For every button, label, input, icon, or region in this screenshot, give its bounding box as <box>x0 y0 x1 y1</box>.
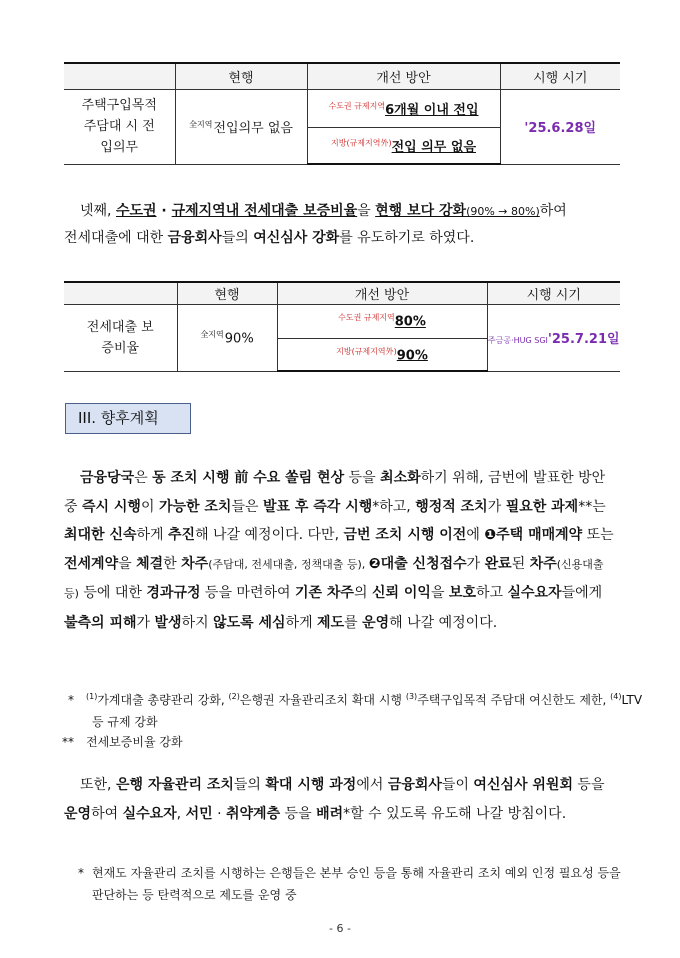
text: · <box>212 805 226 822</box>
text: 들에게 <box>561 585 603 601</box>
text: 들은 <box>231 498 263 515</box>
emphasis: 가능한 조치 <box>158 498 232 515</box>
timing-cell <box>487 304 620 371</box>
current-text: 전입의무 없음 <box>213 121 293 136</box>
improvement-text-1: 6개월 이내 전입 <box>385 102 479 118</box>
text: 의 <box>353 585 372 601</box>
text: 해 나갈 예정이다. <box>389 614 498 631</box>
text: 해 나갈 예정이다. 다만, <box>195 527 344 543</box>
text: *할 수 있도록 유도해 나갈 방침이다. <box>343 805 567 822</box>
text: 전세보증비율 강화 <box>86 735 183 749</box>
emphasis: 보호 <box>448 585 476 601</box>
text: 하게 <box>285 614 318 631</box>
text: 을 <box>430 585 449 601</box>
footnote-immediate-measures <box>68 686 644 733</box>
emphasis: 즉시 시행 <box>81 498 141 515</box>
table-header-timing: 시행 시기 <box>500 63 620 89</box>
text: · <box>156 203 172 219</box>
footnote-mark: * <box>68 693 74 707</box>
text: 된 <box>511 555 530 572</box>
page-number: - 6 - <box>329 922 351 935</box>
emphasis: 동 조치 시행 前 수요 쏠림 현상 <box>152 470 345 486</box>
paragraph-self-regulation <box>64 771 620 828</box>
emphasis: 금융회사 <box>387 777 442 793</box>
text: 한 <box>163 555 182 572</box>
emphasis: 취약계층 <box>226 805 281 822</box>
text: 가 <box>466 555 485 572</box>
text: 등을 마련하여 <box>200 585 295 601</box>
emphasis: 기존 차주 <box>294 585 354 601</box>
text: 하여 <box>91 805 123 822</box>
text: 은행권 자율관리조치 확대 시행 <box>239 693 406 707</box>
emphasis: 불측의 피해 <box>64 614 137 631</box>
emphasis: 현행 보다 강화 <box>375 203 467 219</box>
emphasis: 실수요자 <box>507 585 562 601</box>
text: 이 <box>140 498 159 515</box>
text: , <box>176 805 186 822</box>
section-heading-future-plan: III. 향후계획 <box>65 403 191 434</box>
text: 을 <box>357 203 376 219</box>
text: 를 유도하기로 하였다. <box>339 230 475 246</box>
emphasis: 발생 <box>154 614 182 631</box>
text: 를 <box>344 614 363 631</box>
text: 하게 <box>136 527 168 543</box>
emphasis: ❶주택 매매계약 <box>484 527 583 543</box>
row-label: 전세대출 보증비율 <box>64 304 177 371</box>
text: 하고 <box>475 585 508 601</box>
improvement-region-2: 지방(규제지역外) <box>336 346 397 356</box>
table-header-improvement: 개선 방안 <box>307 63 500 89</box>
text: 등을 <box>280 805 317 822</box>
emphasis: 추진 <box>168 527 196 543</box>
timing-cell <box>500 89 620 164</box>
text: 에 <box>466 527 485 543</box>
text: 등에 대한 <box>78 585 147 601</box>
text: 들의 <box>221 230 254 246</box>
improvement-region-2: 지방(규제지역外) <box>330 138 392 148</box>
footnote-num: (1) <box>86 692 98 701</box>
text: 가 <box>487 498 506 515</box>
emphasis: 경과규정 <box>146 585 201 601</box>
text: 또한, <box>80 777 116 793</box>
text: 하여 전세대출에 대한 <box>64 203 567 246</box>
text: (신용대출 등) <box>64 557 604 600</box>
current-cell <box>177 304 277 371</box>
improvement-cell-1 <box>277 304 487 338</box>
improvement-text-2: 전입 의무 없음 <box>391 139 477 155</box>
emphasis: 금융회사 <box>167 230 222 246</box>
table-header-current: 현행 <box>175 63 307 89</box>
emphasis: 서민 <box>185 805 213 822</box>
footnote-bank-exceptions <box>78 862 634 906</box>
text: 을 <box>118 555 137 572</box>
paragraph-fourth <box>64 198 620 251</box>
emphasis: 여신심사 위원회 <box>473 777 573 793</box>
emphasis: 여신심사 강화 <box>253 230 340 246</box>
emphasis: 금융당국 <box>80 470 135 486</box>
text: LTV 등 규제 강화 <box>92 693 643 729</box>
emphasis: 제도 <box>317 614 345 631</box>
table-header-timing: 시행 시기 <box>487 282 620 304</box>
footnote-num: (2) <box>228 692 240 701</box>
text: 주택구입목적 주담대 여신한도 제한, <box>417 693 611 707</box>
emphasis: 체결 <box>136 555 164 572</box>
text: 가계대출 총량관리 강화, <box>97 693 229 707</box>
timing-agencies: 주금공·HUG SGI <box>487 336 548 345</box>
current-text: 90% <box>224 331 254 347</box>
text: **는 <box>578 498 606 515</box>
text: 에서 <box>356 777 388 793</box>
table-header-empty <box>64 63 175 89</box>
table-guarantee-ratio <box>64 281 620 372</box>
emphasis: 전세계약 <box>64 555 119 572</box>
ratio-change: (90% → 80%) <box>466 205 540 218</box>
text: 은 <box>134 470 153 486</box>
text: 들의 <box>233 777 266 793</box>
row-label: 주택구입목적 주담대 시 전입의무 <box>64 89 175 164</box>
emphasis: 행정적 조치 <box>415 498 488 515</box>
text: 등을 <box>344 470 381 486</box>
emphasis: 신뢰 이익 <box>371 585 431 601</box>
text: 들이 <box>441 777 474 793</box>
improvement-cell-2 <box>277 338 487 371</box>
emphasis: 최소화 <box>380 470 421 486</box>
text: 현재도 자율관리 조치를 시행하는 은행들은 본부 승인 등을 통해 자율관리 조치 예외 인정 필요성 등을 판단하는 등 탄력적으로 제도를 운영 중 <box>92 866 621 902</box>
emphasis: 운영 <box>64 805 92 822</box>
text: 하기 위해, 금번에 발표한 방안 중 <box>64 470 606 515</box>
text: 등을 <box>572 777 605 793</box>
emphasis: 완료 <box>484 555 512 572</box>
timing-date: '25.7.21일 <box>547 332 620 347</box>
table-header-improvement: 개선 방안 <box>277 282 487 304</box>
improvement-text-1: 80% <box>394 314 426 330</box>
emphasis: ❷대출 신청접수 <box>368 555 467 572</box>
improvement-text-2: 90% <box>396 347 428 363</box>
improvement-region-1: 수도권 규제지역 <box>338 313 395 323</box>
emphasis: 차주 <box>529 555 557 572</box>
table-residency-obligation <box>64 62 620 165</box>
emphasis: 규제지역내 전세대출 보증비율 <box>171 203 358 219</box>
improvement-region-1: 수도권 규제지역 <box>328 101 386 111</box>
footnote-num: (3) <box>405 692 418 701</box>
improvement-cell-1 <box>307 89 500 127</box>
emphasis: 않도록 세심 <box>213 614 286 631</box>
emphasis: 필요한 과제 <box>505 498 579 515</box>
emphasis: 은행 자율관리 조치 <box>115 777 234 793</box>
current-cell <box>175 89 307 164</box>
text: 하지 <box>181 614 214 631</box>
text: (주담대, 전세대출, 정책대출 등), <box>208 557 369 571</box>
emphasis: 금번 조치 시행 이전 <box>343 527 467 543</box>
paragraph-future-plan <box>64 464 620 637</box>
current-region-prefix: 全지역 <box>189 119 213 129</box>
footnote-mark: * <box>78 866 84 880</box>
emphasis: 수도권 <box>115 203 157 219</box>
emphasis: 실수요자 <box>122 805 177 822</box>
text: 또는 <box>582 527 614 543</box>
footnote-admin-measures <box>62 732 618 752</box>
text: *하고, <box>372 498 416 515</box>
emphasis: 발표 후 즉각 시행 <box>262 498 373 515</box>
timing-date: '25.6.28일 <box>524 121 597 136</box>
text: 가 <box>136 614 155 631</box>
emphasis: 최대한 신속 <box>64 527 137 543</box>
footnote-mark: ** <box>62 735 74 749</box>
footnote-num: (4) <box>610 692 622 701</box>
emphasis: 배려 <box>316 805 344 822</box>
improvement-cell-2 <box>307 127 500 164</box>
current-region-prefix: 全지역 <box>200 329 224 339</box>
emphasis: 확대 시행 과정 <box>265 777 357 793</box>
emphasis: 운영 <box>362 614 390 631</box>
table-header-current: 현행 <box>177 282 277 304</box>
emphasis: 차주 <box>181 555 209 572</box>
table-header-empty <box>64 282 177 304</box>
text: 넷째, <box>80 203 116 219</box>
